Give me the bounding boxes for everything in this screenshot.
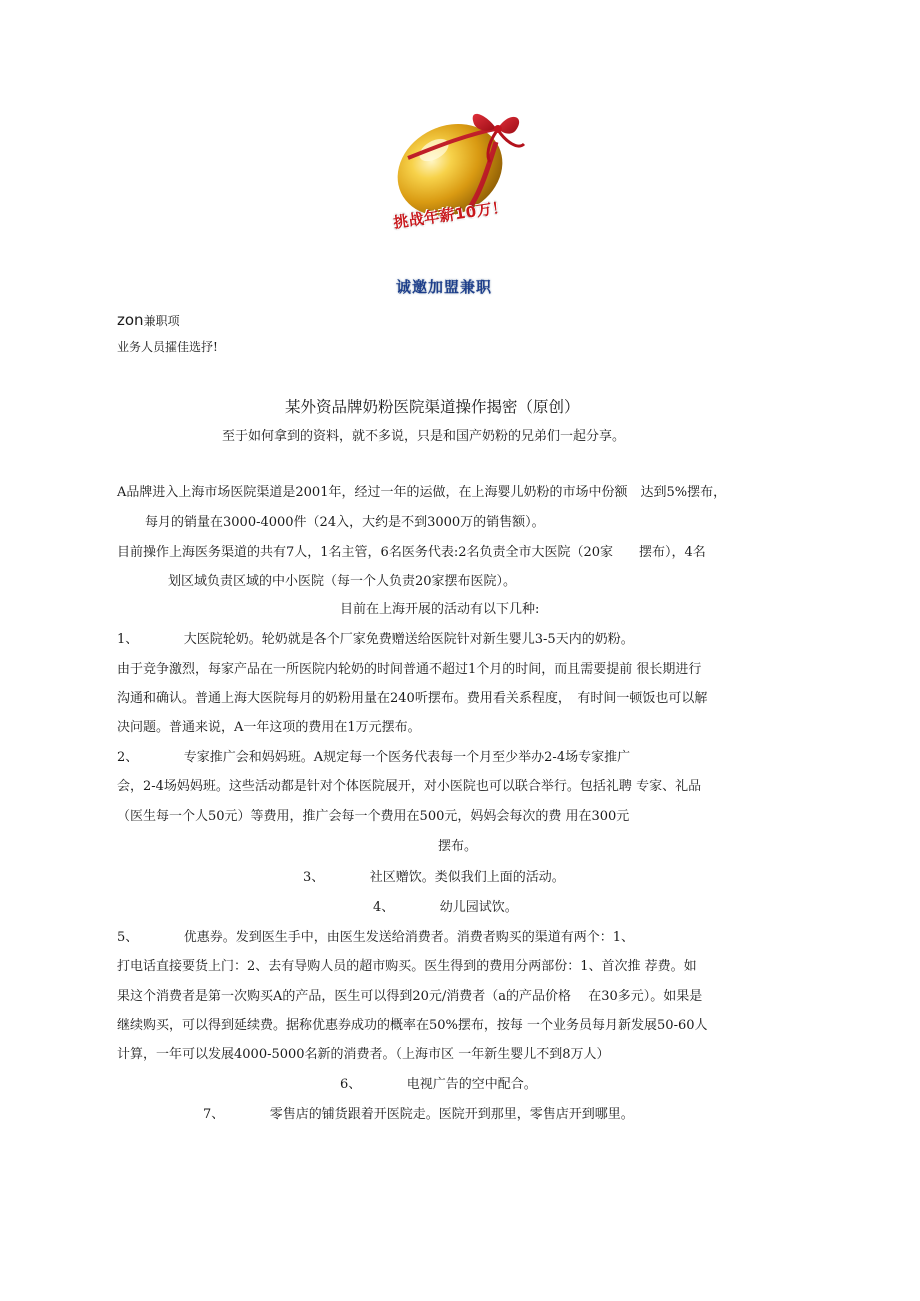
brand-suffix: 兼职项: [143, 314, 180, 328]
list-item: 2、 专家推广会和妈妈班。A规定每一个医务代表每一个月至少举办2-4场专家推广: [117, 750, 631, 765]
list-item: 1、 大医院轮奶。轮奶就是各个厂家免费赠送给医院针对新生婴儿3-5天内的奶粉。: [117, 632, 634, 647]
paragraph-line: 果这个消费者是第一次购买A的产品，医生可以得到20元/消费者（a的产品价格 在30多元）。如果是: [117, 989, 703, 1004]
list-item: 6、 电视广告的空中配合。: [340, 1077, 537, 1092]
ad-slogan-join: 诚邀加盟兼职: [396, 278, 493, 296]
paragraph-line: 目前操作上海医务渠道的共有7人，1名主管，6名医务代表:2名负责全市大医院（20家 摆布），4名: [117, 545, 706, 560]
paragraph-line: 摆布。: [438, 839, 478, 854]
header-subline: 业务人员攉佳选抒!: [117, 340, 218, 354]
ad-slogan-salary: 挑战年薪10万！: [392, 197, 509, 232]
brand-name: zon: [117, 311, 144, 329]
section-heading: 目前在上海开展的活动有以下几种:: [340, 602, 540, 617]
article-title: 某外资品牌奶粉医院渠道操作揭密（原创）: [285, 398, 580, 416]
paragraph-line: （医生每一个人50元）等费用，推广会每一个费用在500元，妈妈会每次的费 用在300元: [117, 809, 630, 824]
list-item: 7、 零售店的铺货跟着开医院走。医院开到那里，零售店开到哪里。: [203, 1107, 634, 1122]
article-subtitle: 至于如何拿到的资料，就不多说，只是和国产奶粉的兄弟们一起分享。: [222, 429, 626, 444]
list-item: 3、 社区赠饮。类似我们上面的活动。: [303, 870, 565, 885]
list-item: 5、 优惠券。发到医生手中，由医生发送给消费者。消费者购买的渠道有两个：1、: [117, 930, 635, 945]
paragraph-line: 计算，一年可以发展4000-5000名新的消费者。（上海市区 一年新生婴儿不到8万人）: [117, 1047, 610, 1062]
list-item: 4、 幼儿园试饮。: [373, 900, 518, 915]
paragraph-line: 决问题。普通来说，A一年这项的费用在1万元摆布。: [117, 720, 421, 735]
golden-egg-banner: [388, 98, 528, 310]
paragraph-line: A品牌进入上海市场医院渠道是2001年，经过一年的运做，在上海婴儿奶粉的市场中份额 达到5%摆布，: [117, 485, 727, 500]
paragraph-line: 会，2-4场妈妈班。这些活动都是针对个体医院展开，对小医院也可以联合举行。包括礼聘 专家、礼品: [117, 779, 702, 794]
paragraph-line: 继续购买，可以得到延续费。据称优惠券成功的概率在50%摆布，按每 一个业务员每月新发展50-60人: [117, 1018, 708, 1033]
paragraph-line: 由于竞争激烈，每家产品在一所医院内轮奶的时间普通不超过1个月的时间，而且需要提前 很长期进行: [117, 662, 702, 677]
paragraph-line: 沟通和确认。普通上海大医院每月的奶粉用量在240听摆布。费用看关系程度， 有时间一顿饭也可以解: [117, 691, 708, 706]
header-brand-line: [117, 311, 180, 331]
paragraph-line: 每月的销量在3000-4000件（24入，大约是不到3000万的销售额）。: [145, 515, 545, 530]
paragraph-line: 打电话直接要货上门：2、去有导购人员的超市购买。医生得到的费用分两部份：1、首次推 荐费。如: [117, 959, 697, 974]
paragraph-line: 划区域负责区域的中小医院（每一个人负责20家摆布医院）。: [168, 574, 517, 589]
